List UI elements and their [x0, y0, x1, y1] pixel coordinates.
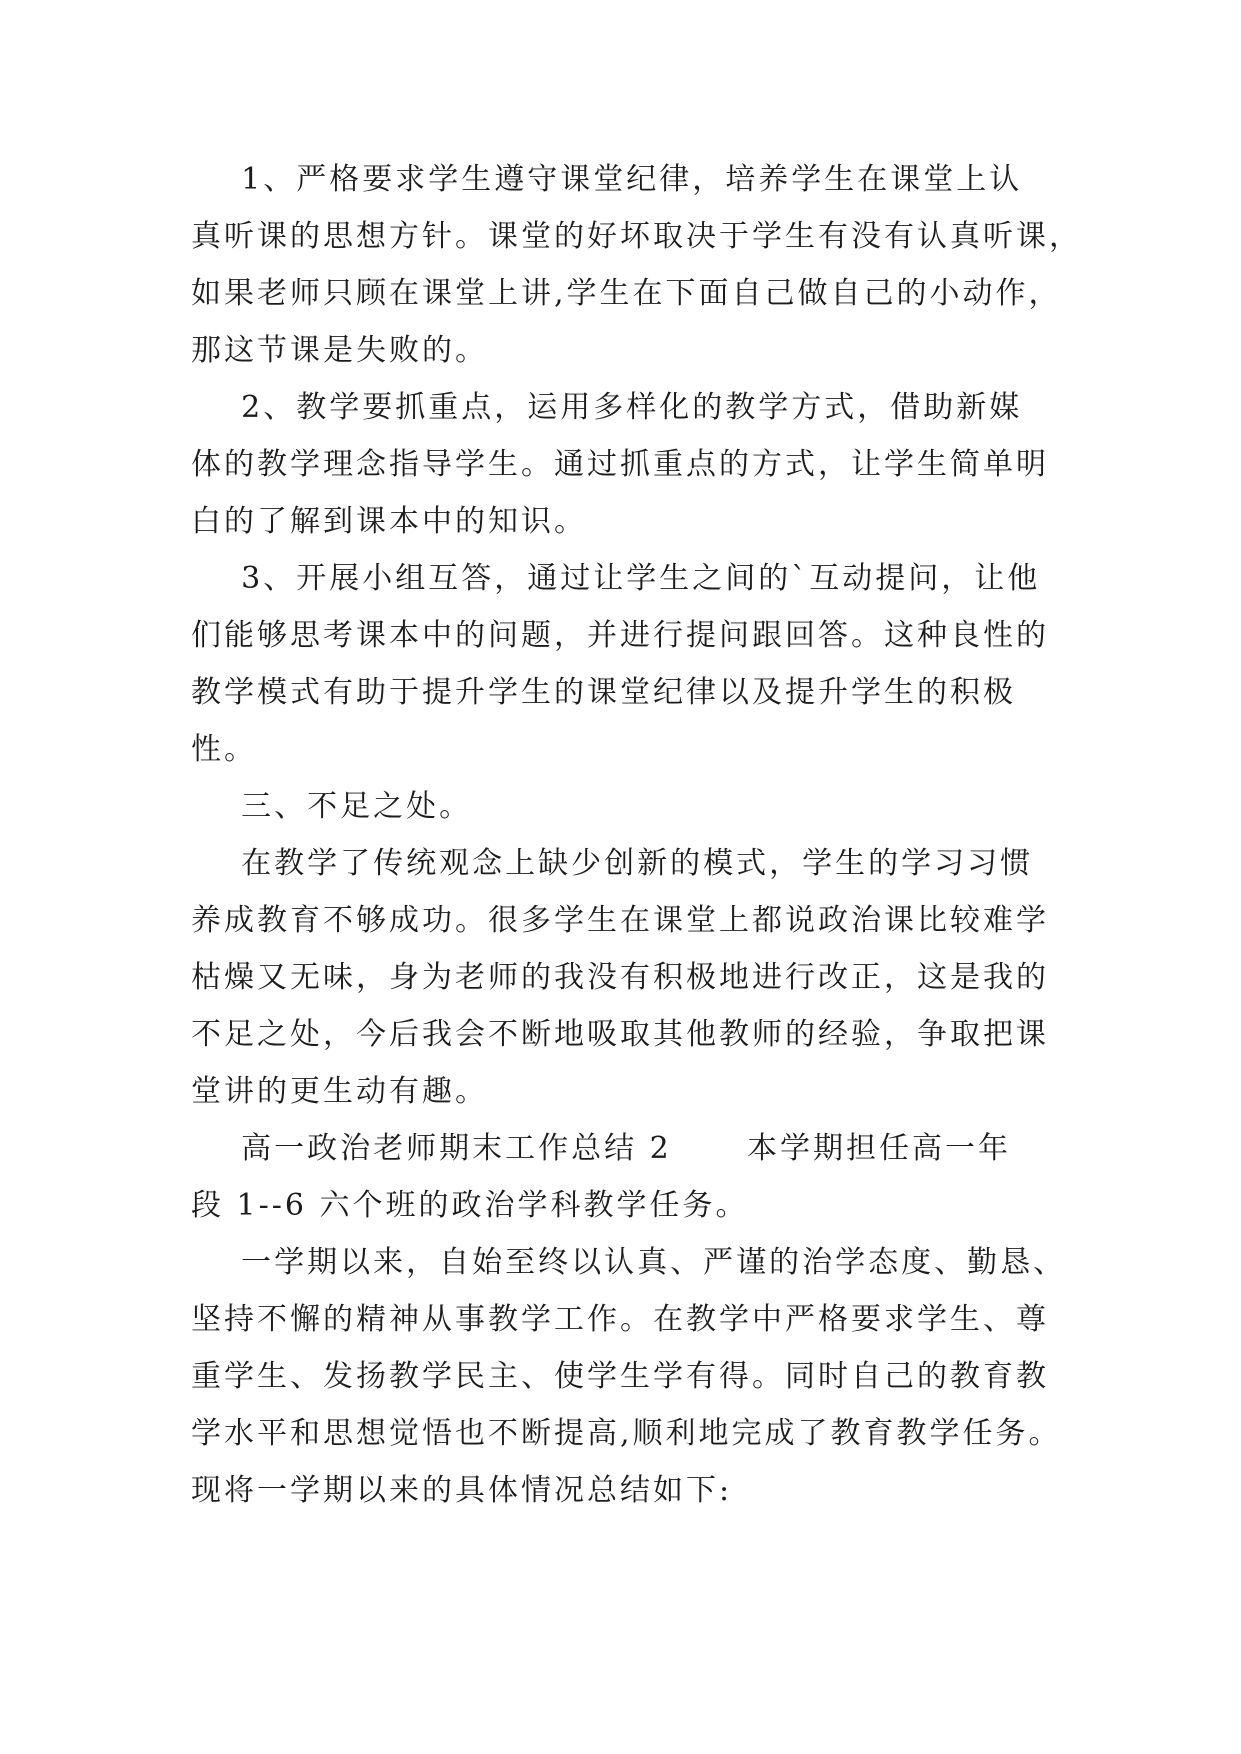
text-line: 教学模式有助于提升学生的课堂纪律以及提升学生的积极 — [191, 675, 1016, 710]
text-line: 那这节课是失败的。 — [191, 333, 488, 368]
text-line: 真听课的思想方针。课堂的好坏取决于学生有没有认真听课， — [191, 219, 1082, 254]
text-line: 高一政治老师期末工作总结 2 本学期担任高一年 — [191, 1131, 1011, 1166]
text-line: 枯燥又无味，身为老师的我没有积极地进行改正，这是我的 — [191, 960, 1049, 995]
text-line: 坚持不懈的精神从事教学工作。在教学中严格要求学生、尊 — [191, 1302, 1049, 1337]
text-line: 养成教育不够成功。很多学生在课堂上都说政治课比较难学 — [191, 903, 1049, 938]
text-line: 3、开展小组互答，通过让学生之间的`互动提问，让他 — [191, 561, 1041, 596]
text-line: 1、严格要求学生遵守课堂纪律，培养学生在课堂上认 — [191, 162, 1023, 197]
text-line: 堂讲的更生动有趣。 — [191, 1074, 488, 1109]
text-line: 体的教学理念指导学生。通过抓重点的方式，让学生简单明 — [191, 447, 1049, 482]
text-line: 2、教学要抓重点，运用多样化的教学方式，借助新媒 — [191, 390, 1023, 425]
text-line: 们能够思考课本中的问题，并进行提问跟回答。这种良性的 — [191, 618, 1049, 653]
text-line: 在教学了传统观念上缺少创新的模式，学生的学习习惯 — [191, 846, 1034, 881]
text-line: 段 1--6 六个班的政治学科教学任务。 — [191, 1188, 749, 1223]
text-line: 学水平和思想觉悟也不断提高,顺利地完成了教育教学任务。 — [191, 1416, 1062, 1451]
text-line: 现将一学期以来的具体情况总结如下: — [191, 1473, 733, 1508]
section-heading: 三、不足之处。 — [191, 789, 473, 824]
text-line: 如果老师只顾在课堂上讲,学生在下面自己做自己的小动作， — [191, 276, 1062, 311]
text-line: 一学期以来，自始至终以认真、严谨的治学态度、勤恳、 — [191, 1245, 1067, 1280]
text-line: 白的了解到课本中的知识。 — [191, 504, 587, 539]
text-line: 重学生、发扬教学民主、使学生学有得。同时自己的教育教 — [191, 1359, 1049, 1394]
text-line: 不足之处，今后我会不断地吸取其他教师的经验，争取把课 — [191, 1017, 1049, 1052]
text-line: 性。 — [191, 732, 257, 767]
